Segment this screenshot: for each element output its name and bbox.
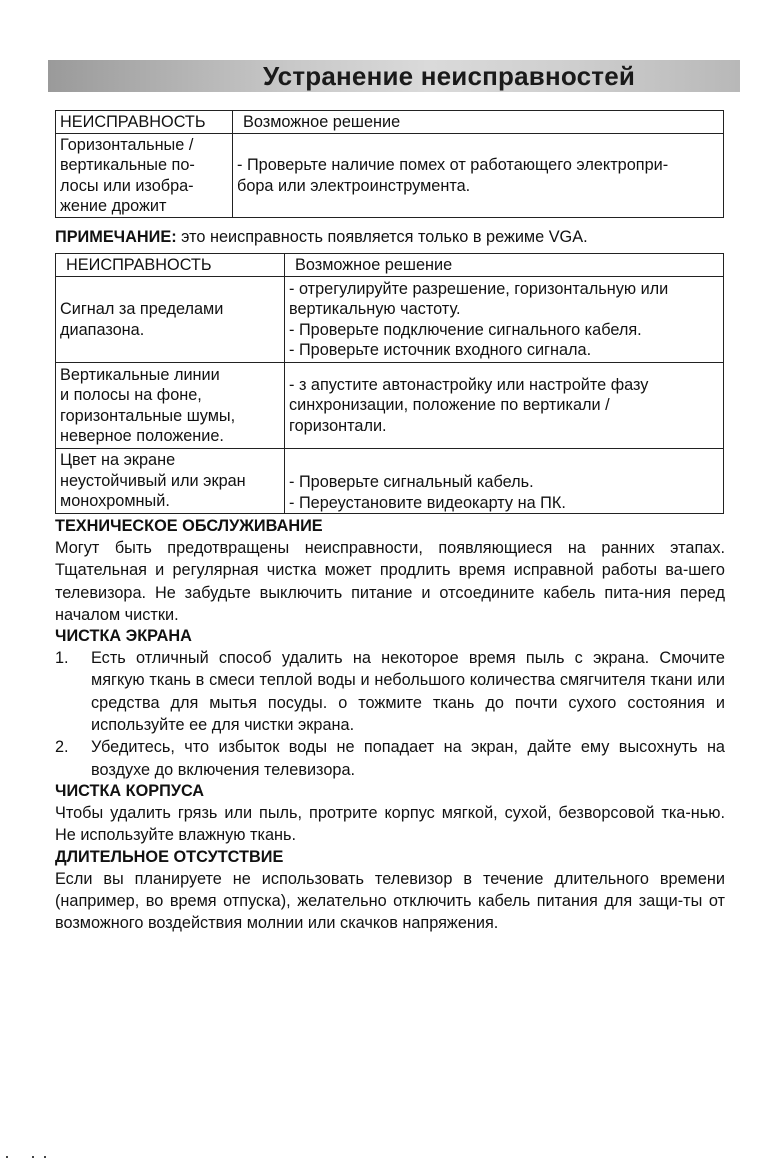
header-problem: НЕИСПРАВНОСТЬ	[56, 111, 233, 134]
maintenance-section	[55, 516, 725, 934]
header-solution: Возможное решение	[233, 111, 724, 134]
note-label: ПРИМЕЧАНИЕ:	[55, 228, 177, 246]
table-row	[56, 134, 724, 218]
problem-cell: Горизонтальные / вертикальные по- лосы или изобра- жение дрожит	[56, 134, 233, 218]
table-row	[56, 449, 724, 514]
troubleshooting-table-1	[55, 110, 724, 218]
page-title: Устранение неисправностей	[262, 61, 636, 91]
list-number: 1.	[55, 649, 69, 668]
problem-cell: Цвет на экране неустойчивый или экран монохромный.	[56, 449, 285, 514]
page-corner-marks	[6, 1156, 46, 1158]
section-heading: ЧИСТКА ЭКРАНА	[55, 627, 192, 646]
problem-cell: Сигнал за пределами диапазона.	[56, 277, 285, 363]
table-header-row	[56, 111, 724, 134]
solution-cell: - Проверьте сигнальный кабель. - Переустановите видеокарту на ПК.	[285, 449, 724, 514]
solution-cell: - з апустите автонастройку или настройте фазу синхронизации, положение по вертикали / горизонтали.	[285, 363, 724, 449]
table-header-row	[56, 254, 724, 277]
list-item	[55, 647, 725, 736]
section-heading: ТЕХНИЧЕСКОЕ ОБСЛУЖИВАНИЕ	[55, 517, 323, 535]
section-text: Могут быть предотвращены неисправности, появляющиеся на ранних этапах. Тщательная и регулярная чистка может продлить время исправной работы ва-шего телевизора. Не забудьте выключить питание и отсоедините кабель пита-ния перед началом чистки.	[55, 539, 725, 624]
list-text: Есть отличный способ удалить на некоторое время пыль с экрана. Смочите мягкую ткань в смеси теплой воды и небольшого количества смягчителя ткани или средства для мытья посуды. о тожмите ткань до почти сухого состояния и используйте ее для чистки экрана.	[91, 649, 725, 735]
list-text: Убедитесь, что избыток воды не попадает на экран, дайте ему высохнуть на воздухе до включения телевизора.	[91, 738, 725, 779]
solution-cell: - отрегулируйте разрешение, горизонтальную или вертикальную частоту. - Проверьте подключение сигнального кабеля. - Проверьте источник входного сигнала.	[285, 277, 724, 363]
list-item	[55, 736, 725, 781]
list-number: 2.	[55, 738, 69, 757]
section-heading: ДЛИТЕЛЬНОЕ ОТСУТСТВИЕ	[55, 847, 284, 866]
note-text: это неисправность появляется только в режиме VGA.	[176, 228, 588, 246]
section-text: Если вы планируете не использовать телевизор в течение длительного времени (например, во время отпуска), желательно отключить кабель питания для защи-ты от возможного воздействия молнии или скачков напряжения.	[55, 869, 725, 933]
problem-cell: Вертикальные линии и полосы на фоне, горизонтальные шумы, неверное положение.	[56, 363, 285, 449]
note-line	[55, 227, 588, 247]
header-problem: НЕИСПРАВНОСТЬ	[56, 254, 285, 277]
header-solution: Возможное решение	[285, 254, 724, 277]
section-heading: ЧИСТКА КОРПУСА	[55, 781, 205, 800]
table-row	[56, 277, 724, 363]
troubleshooting-table-2	[55, 253, 724, 514]
table-row	[56, 363, 724, 449]
title-banner	[48, 60, 740, 92]
solution-cell: - Проверьте наличие помех от работающего электропри- бора или электроинструмента.	[233, 134, 724, 218]
section-text: Чтобы удалить грязь или пыль, протрите корпус мягкой, сухой, безворсовой тка-нью. Не используйте влажную ткань.	[55, 803, 725, 845]
